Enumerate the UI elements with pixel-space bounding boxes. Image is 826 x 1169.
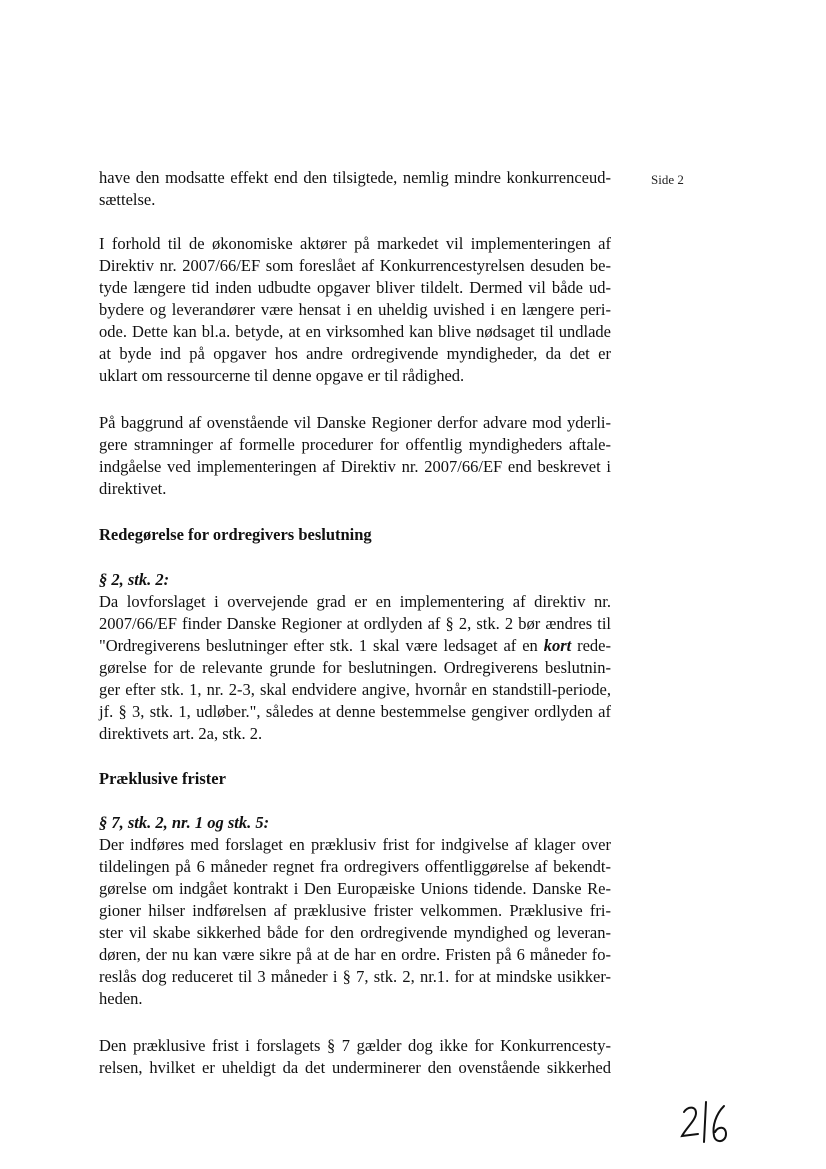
page-side-label: Side 2	[651, 172, 684, 187]
text-line: indgåelse ved implementeringen af Direktiv nr. 2007/66/EF end beskrevet i	[99, 457, 611, 476]
text-line: ster vil skabe sikkerhed både for den ordregivende myndighed og leveran-	[99, 923, 611, 942]
section-heading-redegorelse	[99, 524, 611, 546]
handwritten-page-number	[676, 1098, 736, 1146]
paragraph-final	[99, 1035, 611, 1079]
text-line: gere stramninger af formelle procedurer for offentlig myndigheders aftale-	[99, 435, 611, 454]
text-line: I forhold til de økonomiske aktører på markedet vil implementeringen af	[99, 234, 611, 253]
text-segment: rede-	[571, 636, 611, 655]
section-2-body	[99, 812, 611, 1010]
text-line: sættelse.	[99, 190, 156, 209]
text-line: På baggrund af ovenstående vil Danske Regioner derfor advare mod yderli-	[99, 413, 611, 432]
text-line: tildelingen på 6 måneder regnet fra ordregivers offentliggørelse af bekendt-	[99, 857, 611, 876]
text-line: ger efter stk. 1, nr. 2-3, skal endvidere angive, hvornår en standstill-periode,	[99, 680, 611, 699]
text-line: Den præklusive frist i forslagets § 7 gælder dog ikke for Konkurrencesty-	[99, 1036, 611, 1055]
paragraph-reference: § 7, stk. 2, nr. 1 og stk. 5:	[99, 813, 270, 832]
text-line: uklart om ressourcerne til denne opgave er til rådighed.	[99, 366, 465, 385]
text-line: direktivet.	[99, 479, 167, 498]
text-line-with-emphasis	[99, 635, 611, 657]
text-line: gioner hilser indførelsen af præklusive frister velkommen. Præklusive fri-	[99, 901, 611, 920]
text-line: direktivets art. 2a, stk. 2.	[99, 724, 263, 743]
text-line: tyde længere tid inden udbudte opgaver bliver tildelt. Dermed vil både ud-	[99, 278, 611, 297]
text-line: 2007/66/EF finder Danske Regioner at ordlyden af § 2, stk. 2 bør ændres til	[99, 614, 611, 633]
text-line: jf. § 3, stk. 1, udløber.", således at denne bestemmelse gengiver ordlyden af	[99, 702, 611, 721]
text-line: have den modsatte effekt end den tilsigtede, nemlig mindre konkurrenceud-	[99, 168, 611, 187]
text-line: bydere og leverandører være hensat i en uheldig uvished i en længere peri-	[99, 300, 611, 319]
text-line: Direktiv nr. 2007/66/EF som foreslået af Konkurrencestyrelsen desuden be-	[99, 256, 611, 275]
section-heading-praeklusive	[99, 768, 611, 790]
paragraph-2	[99, 233, 611, 387]
section-heading: Redegørelse for ordregivers beslutning	[99, 525, 372, 544]
text-segment: "Ordregiverens beslutninger efter stk. 1 skal være ledsaget af en	[99, 636, 544, 655]
text-line: at byde ind på opgaver hos andre ordregivende myndigheder, da det er	[99, 344, 611, 363]
text-line: heden.	[99, 989, 143, 1008]
section-1-body	[99, 569, 611, 745]
paragraph-3	[99, 412, 611, 500]
text-line: gørelse om indgået kontrakt i Den Europæiske Unions tidende. Danske Re-	[99, 879, 611, 898]
paragraph-1	[99, 167, 611, 211]
text-line: Da lovforslaget i overvejende grad er en implementering af direktiv nr.	[99, 592, 611, 611]
text-line: døren, der nu kan være sikre på at de har en ordre. Fristen på 6 måneder fo-	[99, 945, 611, 964]
text-line: ode. Dette kan bl.a. betyde, at en virksomhed kan blive nødsaget til undlade	[99, 322, 611, 341]
section-heading: Præklusive frister	[99, 769, 226, 788]
text-line: gørelse for de relevante grunde for beslutningen. Ordregiverens beslutnin-	[99, 658, 611, 677]
emphasized-word: kort	[543, 636, 572, 655]
text-line: Der indføres med forslaget en præklusiv frist for indgivelse af klager over	[99, 835, 611, 854]
paragraph-reference: § 2, stk. 2:	[99, 570, 170, 589]
text-line: relsen, hvilket er uheldigt da det underminerer den ovenstående sikkerhed	[99, 1058, 611, 1077]
text-line: reslås dog reduceret til 3 måneder i § 7, stk. 2, nr.1. for at mindske usikker-	[99, 967, 611, 986]
